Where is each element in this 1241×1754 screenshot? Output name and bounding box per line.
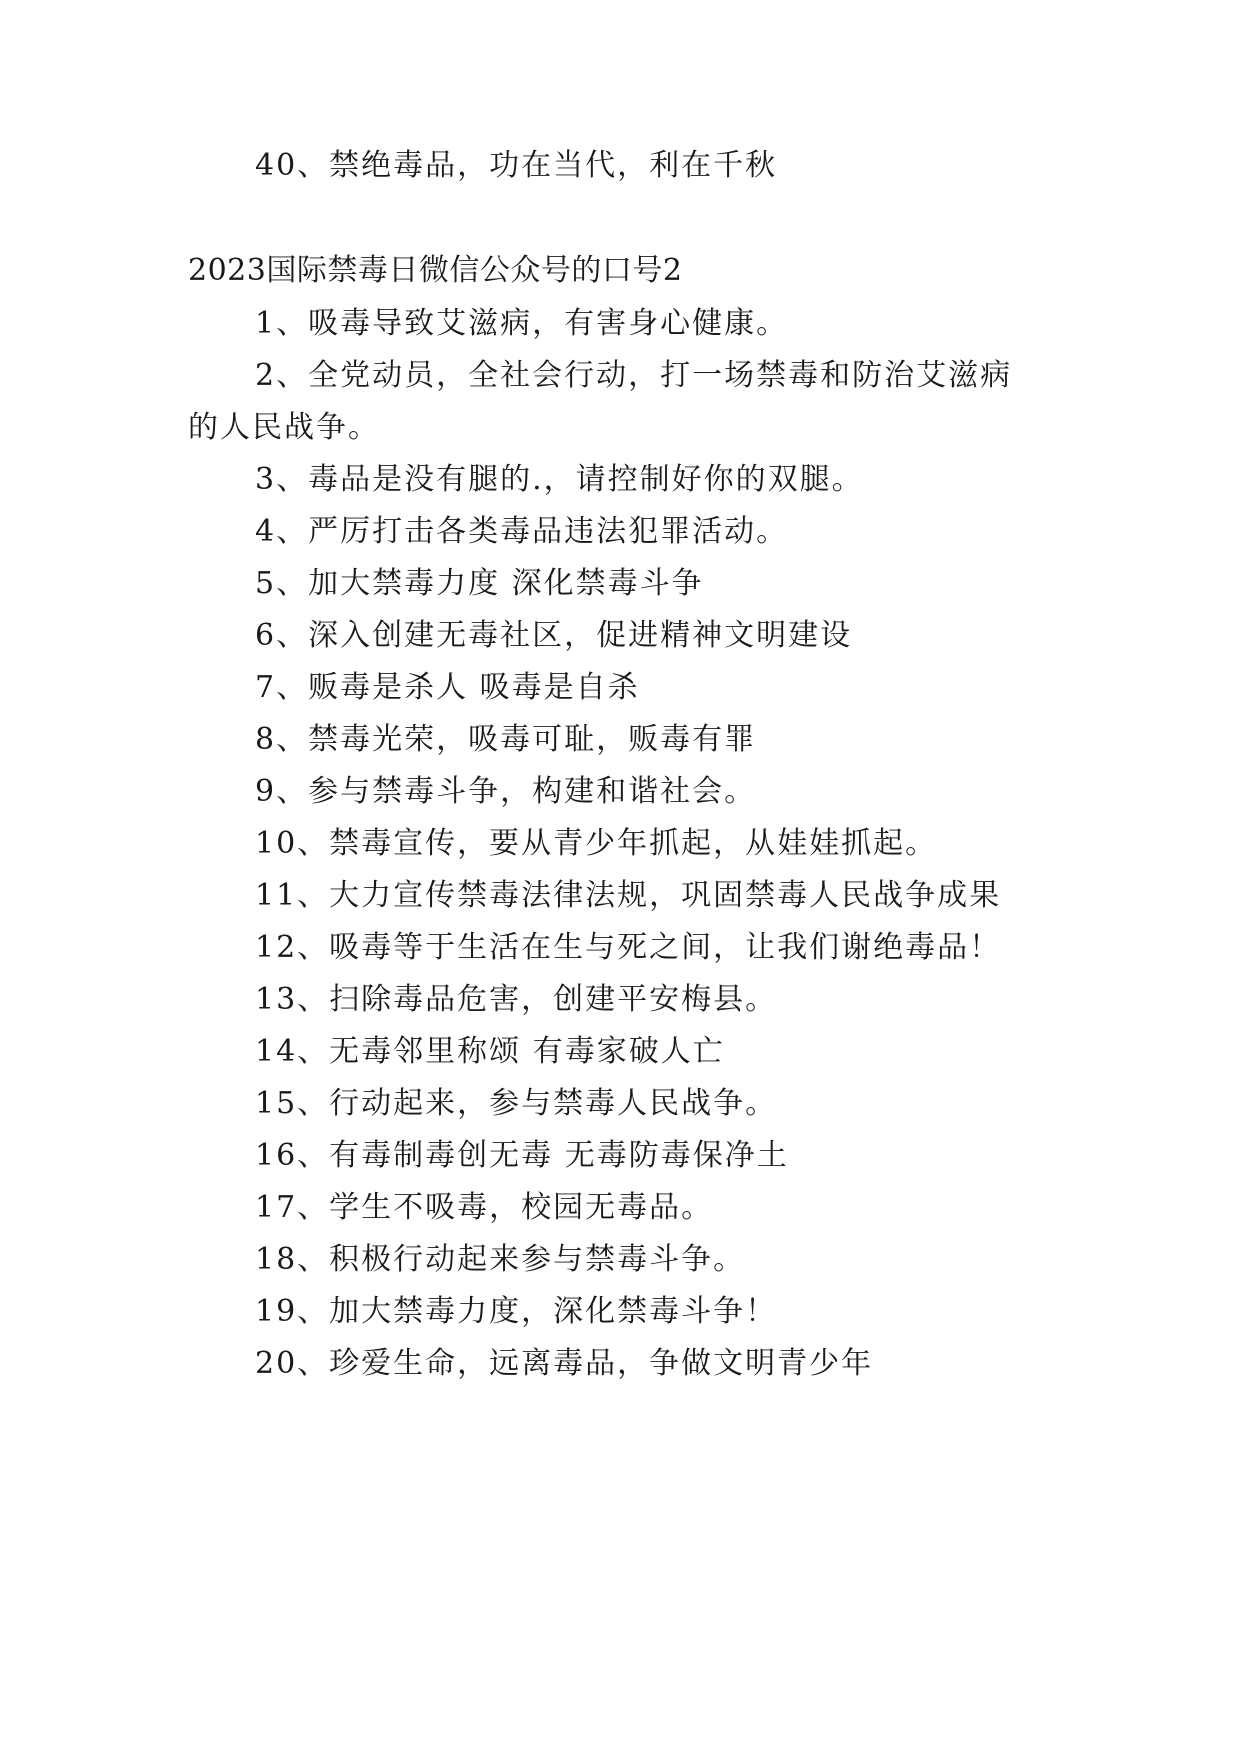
list-item-continuation: 的人民战争。 [188,410,380,445]
list-item: 4、严厉打击各类毒品违法犯罪活动。 [255,514,789,549]
list-item: 19、加大禁毒力度，深化禁毒斗争！ [255,1294,778,1329]
list-item: 5、加大禁毒力度 深化禁毒斗争 [255,566,704,601]
list-item: 1、吸毒导致艾滋病，有害身心健康。 [255,306,789,341]
list-item: 12、吸毒等于生活在生与死之间，让我们谢绝毒品！ [255,930,1002,965]
list-item: 6、深入创建无毒社区，促进精神文明建设 [255,618,853,653]
list-item: 2、全党动员，全社会行动，打一场禁毒和防治艾滋病 [255,358,1013,393]
list-item: 11、大力宣传禁毒法律法规，巩固禁毒人民战争成果 [255,878,1002,913]
list-item: 13、扫除毒品危害，创建平安梅县。 [255,982,778,1017]
list-item: 20、珍爱生命，远离毒品，争做文明青少年 [255,1346,874,1381]
list-item-top: 40、禁绝毒品，功在当代，利在千秋 [255,148,778,183]
list-item: 10、禁毒宣传，要从青少年抓起，从娃娃抓起。 [255,826,938,861]
section-title: 2023国际禁毒日微信公众号的口号2 [188,253,683,288]
list-item: 3、毒品是没有腿的.，请控制好你的双腿。 [255,462,864,497]
list-item: 15、行动起来，参与禁毒人民战争。 [255,1086,778,1121]
list-item: 9、参与禁毒斗争，构建和谐社会。 [255,774,757,809]
list-item: 16、有毒制毒创无毒 无毒防毒保净土 [255,1138,789,1173]
list-item: 14、无毒邻里称颂 有毒家破人亡 [255,1034,725,1069]
list-item: 7、贩毒是杀人 吸毒是自杀 [255,670,640,705]
list-item: 17、学生不吸毒，校园无毒品。 [255,1190,714,1225]
list-item: 8、禁毒光荣，吸毒可耻，贩毒有罪 [255,722,757,757]
list-item: 18、积极行动起来参与禁毒斗争。 [255,1242,746,1277]
